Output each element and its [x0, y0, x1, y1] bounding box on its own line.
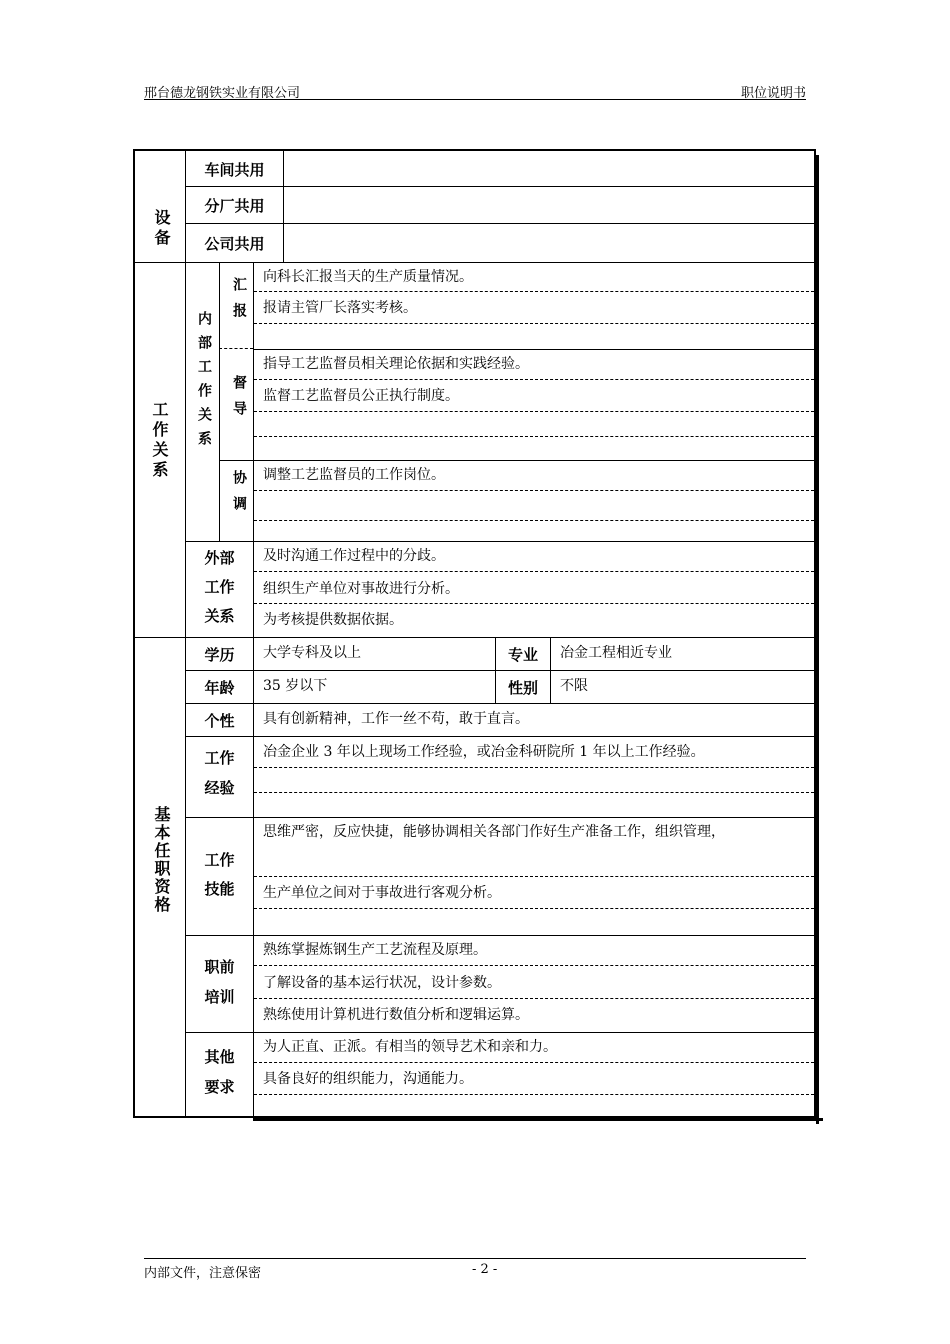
personality-label: 个性 [204, 711, 235, 730]
education-label: 学历 [204, 645, 235, 664]
coordinate-label: 协调 [231, 470, 247, 522]
experience-label-cell [185, 737, 253, 818]
education-value-cell [253, 638, 495, 671]
training-label-1: 职前 [204, 958, 235, 976]
dashed-rule [254, 998, 814, 999]
major-value-cell [550, 638, 814, 671]
dashed-rule [254, 379, 814, 380]
dashed-rule [254, 876, 814, 877]
skills-line-2: 生产单位之间对于事故进行客观分析。 [263, 885, 501, 901]
other-content [253, 1033, 814, 1118]
qualifications-title: 基本任职资格 [152, 806, 171, 914]
skills-label-cell [185, 818, 253, 936]
personality-value-cell [253, 704, 814, 737]
training-label-2: 培训 [204, 988, 235, 1006]
gender-value: 不限 [560, 678, 588, 694]
other-label-cell [185, 1033, 253, 1118]
dashed-rule [254, 490, 814, 491]
external-line-3: 为考核提供数据依据。 [263, 612, 403, 628]
footer-note: 内部文件，注意保密 [144, 1266, 262, 1281]
coordinate-content [253, 460, 814, 541]
age-label: 年龄 [204, 678, 235, 697]
work-relations-title: 工作关系 [150, 401, 169, 481]
external-label-3: 关系 [204, 607, 235, 625]
dashed-rule [254, 1062, 814, 1063]
header-doc-type: 职位说明书 [740, 86, 806, 101]
skills-line-1: 思维严密，反应快捷，能够协调相关各部门作好生产准备工作，组织管理， [263, 824, 725, 840]
dashed-rule [254, 767, 814, 768]
equipment-row-label-cell [185, 187, 283, 224]
qualifications-title-cell [135, 638, 185, 1118]
training-line-1: 熟练掌握炼钢生产工艺流程及原理。 [263, 942, 487, 958]
personality-label-cell [185, 704, 253, 737]
dashed-rule [254, 965, 814, 966]
equipment-workshop-value [283, 151, 814, 187]
report-label-cell [219, 263, 253, 349]
work-relations-title-cell [135, 263, 185, 638]
external-content [253, 541, 814, 638]
gender-label-cell [495, 671, 550, 704]
footer-page-number: - 2 - [472, 1262, 498, 1277]
equipment-section-title: 设备 [152, 209, 171, 249]
equipment-workshop-label: 车间共用 [204, 160, 265, 179]
equipment-row-label-cell [185, 151, 283, 187]
age-value-cell [253, 671, 495, 704]
report-line-1: 向科长汇报当天的生产质量情况。 [263, 269, 473, 285]
education-label-cell [185, 638, 253, 671]
header-rule [144, 99, 806, 100]
dashed-rule [254, 323, 814, 324]
table-shadow-bottom [253, 1118, 823, 1121]
supervise-line-2: 监督工艺监督员公正执行制度。 [263, 388, 459, 404]
equipment-branch-value [283, 187, 814, 224]
internal-relations-title-cell [185, 263, 219, 541]
equipment-branch-label: 分厂共用 [204, 197, 265, 215]
dashed-rule [254, 520, 814, 521]
dashed-rule [254, 603, 814, 604]
major-value: 冶金工程相近专业 [560, 645, 672, 661]
experience-line-1: 冶金企业 3 年以上现场工作经验，或冶金科研院所 1 年以上工作经验。 [263, 744, 705, 760]
report-content [253, 263, 814, 349]
coordinate-label-cell [219, 460, 253, 541]
equipment-row-label-cell [185, 224, 283, 263]
dashed-rule [254, 291, 814, 292]
report-line-2: 报请主管厂长落实考核。 [263, 300, 417, 316]
dashed-rule [254, 1094, 814, 1095]
experience-content [253, 737, 814, 818]
equipment-company-value [283, 224, 814, 263]
equipment-section-title-cell [135, 151, 185, 263]
major-label-cell [495, 638, 550, 671]
dashed-rule [254, 436, 814, 437]
training-content [253, 936, 814, 1033]
other-label-2: 要求 [204, 1078, 235, 1096]
external-label-2: 工作 [204, 578, 235, 596]
experience-label-1: 工作 [204, 749, 235, 767]
report-label: 汇报 [231, 277, 247, 329]
age-value: 35 岁以下 [263, 678, 328, 694]
dashed-rule [254, 908, 814, 909]
table-shadow-right [816, 155, 819, 1124]
internal-relations-title: 内部工作关系 [196, 311, 212, 455]
external-label-cell [185, 541, 253, 638]
job-description-table [133, 149, 816, 1118]
dashed-rule [254, 792, 814, 793]
supervise-label: 督导 [231, 375, 247, 427]
coordinate-line-1: 调整工艺监督员的工作岗位。 [263, 467, 445, 483]
skills-label-1: 工作 [204, 851, 235, 869]
supervise-line-1: 指导工艺监督员相关理论依据和实践经验。 [263, 356, 529, 372]
external-label-1: 外部 [204, 549, 235, 567]
equipment-company-label: 公司共用 [204, 235, 265, 253]
skills-label-2: 技能 [204, 880, 235, 898]
training-label-cell [185, 936, 253, 1033]
dashed-rule [254, 411, 814, 412]
other-label-1: 其他 [204, 1048, 235, 1066]
header-company: 邢台德龙钢铁实业有限公司 [144, 86, 301, 101]
training-line-2: 了解设备的基本运行状况，设计参数。 [263, 975, 501, 991]
supervise-label-cell [219, 349, 253, 460]
training-line-3: 熟练使用计算机进行数值分析和逻辑运算。 [263, 1007, 529, 1023]
other-line-1: 为人正直、正派。有相当的领导艺术和亲和力。 [263, 1039, 557, 1055]
external-line-1: 及时沟通工作过程中的分歧。 [263, 548, 445, 564]
experience-label-2: 经验 [204, 779, 235, 797]
personality-value: 具有创新精神，工作一丝不苟，敢于直言。 [263, 711, 529, 727]
major-label: 专业 [507, 645, 538, 664]
other-line-2: 具备良好的组织能力，沟通能力。 [263, 1071, 473, 1087]
supervise-content [253, 349, 814, 460]
gender-label: 性别 [507, 678, 538, 697]
footer-rule [144, 1258, 806, 1259]
external-line-2: 组织生产单位对事故进行分析。 [263, 581, 459, 597]
skills-content [253, 818, 814, 936]
education-value: 大学专科及以上 [263, 645, 361, 661]
gender-value-cell [550, 671, 814, 704]
age-label-cell [185, 671, 253, 704]
dashed-rule [254, 571, 814, 572]
